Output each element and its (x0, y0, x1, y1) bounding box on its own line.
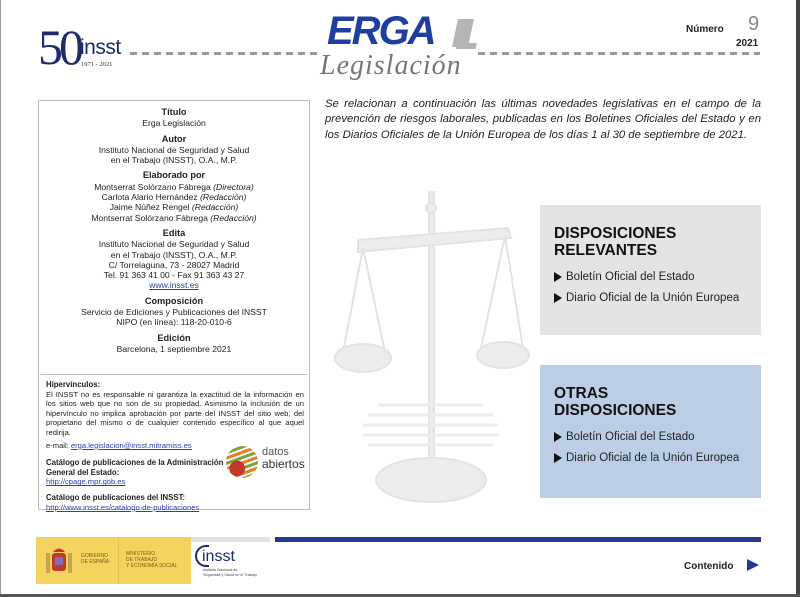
contributor (39, 182, 309, 192)
insst-sub-line: Instituto Nacional de (203, 568, 238, 572)
page-frame-left (0, 0, 1, 597)
header-dashed-rule-right (478, 52, 760, 55)
credits-section-composicion (39, 296, 309, 328)
insst-sub-line: Seguridad y Salud en el Trabajo (203, 572, 258, 577)
link-label: Diario Oficial de la Unión Europea (566, 292, 740, 304)
spain-coat-of-arms-icon (44, 545, 74, 577)
abiertos-text: abiertos (262, 457, 305, 471)
section-line: Instituto Nacional de Seguridad y Salud (98, 239, 250, 250)
contributor-role: (Redacción) (210, 212, 257, 223)
footer-gray-rule (190, 537, 270, 542)
section-heading: Título (161, 107, 187, 117)
credits-section-titulo (39, 107, 309, 129)
disposiciones-relevantes-panel (540, 205, 761, 335)
triangle-right-icon (554, 453, 562, 463)
catalog-insst-heading: Catálogo de publicaciones del INSST: (46, 492, 186, 502)
otras-boe-link[interactable] (554, 431, 747, 443)
contributor-name: Carlota Alario Hernández (101, 192, 198, 203)
contributor-name: Jaime Núñez Rengel (109, 202, 190, 213)
section-line: en el Trabajo (INSST), O.A., M.P. (110, 155, 238, 166)
ministerio-line: DE TRABAJO (126, 557, 158, 563)
credits-section-edicion (39, 333, 309, 355)
insst-50-anniversary-logo (38, 19, 128, 76)
section-line: Barcelona, 1 septiembre 2021 (116, 343, 232, 354)
logo-years: 1971 - 2021 (81, 61, 113, 68)
credits-section-autor (39, 134, 309, 166)
gobierno-line: DE ESPAÑA (81, 559, 110, 565)
section-line: Tel. 91 363 41 00 - Fax 91 363 43 27 (103, 270, 245, 281)
credits-box (38, 100, 310, 510)
erga-l-shape-icon (452, 19, 474, 47)
section-heading: Composición (144, 295, 204, 306)
otras-disposiciones-panel (540, 365, 761, 498)
gobierno-espana-logo (36, 537, 191, 584)
relevantes-title-line: DISPOSICIONES (554, 225, 677, 242)
issue-number-label: Número (686, 24, 724, 35)
contributor-role: (Directora) (213, 181, 254, 192)
open-data-globe-icon (226, 446, 258, 478)
insst-wordmark: insst (202, 548, 235, 565)
otras-title (554, 385, 747, 419)
erga-subtitle: Legislación (320, 50, 462, 81)
credits-section-edita (39, 228, 309, 291)
contributor (39, 192, 309, 202)
credits-section-elaborado (39, 170, 309, 222)
section-line: Instituto Nacional de Seguridad y Salud (98, 144, 250, 155)
catalog-age-heading: General del Estado: (46, 467, 120, 477)
insst-footer-logo (195, 545, 275, 580)
email-link[interactable]: erga.legislacion@insst.mitramiss.es (70, 440, 192, 450)
hyperlinks-heading: Hipervínculos: (46, 380, 101, 389)
catalog-insst-link[interactable]: http://www.insst.es/catalogo-de-publicaciones (46, 502, 200, 512)
otras-doue-link[interactable] (554, 452, 747, 464)
ministerio-line: MINISTERIO (126, 551, 156, 557)
section-heading: Autor (161, 133, 187, 144)
datos-text: datos (262, 446, 289, 458)
gob-divider (118, 537, 119, 584)
page-frame-right (796, 0, 800, 597)
section-line: NIPO (en línea): 118-20-010-6 (116, 317, 232, 328)
footer-blue-rule (275, 537, 761, 542)
ministerio-line: Y ECONOMÍA SOCIAL (126, 563, 178, 569)
credits-divider (41, 374, 307, 375)
section-line: Erga Legislación (142, 118, 206, 129)
relevantes-title-line: RELEVANTES (554, 242, 658, 259)
contributor (39, 202, 309, 212)
section-heading: Edita (162, 227, 186, 238)
disclaimer-text: El INSST no es responsable ni garantiza la exactitud de la información en los sitios web que no son de su propiedad. Asimismo la inclusión de un hipervínculo no implica aprobación por parte del INSST del sitio web, del propietario del mismo o de cualquier contenido específico al que aquel redirija. (46, 389, 304, 437)
next-arrow-icon[interactable] (747, 559, 759, 571)
relevantes-title (554, 225, 747, 259)
otras-title-line: DISPOSICIONES (554, 402, 677, 419)
contributor-role: (Redacción) (200, 192, 247, 203)
section-line: C/ Torrelaguna, 73 - 28027 Madrid (108, 259, 240, 270)
contributor (39, 213, 309, 223)
gobierno-text (81, 553, 109, 565)
insst-website-link[interactable]: www.insst.es (149, 280, 199, 291)
link-label: Boletín Oficial del Estado (566, 271, 695, 283)
logo-fifty: 50 (38, 19, 80, 75)
scales-of-justice-icon (333, 180, 533, 510)
email-label: e-mail: (46, 440, 69, 450)
datos-abiertos-logo[interactable] (226, 446, 306, 480)
logo-insst: insst (80, 36, 121, 59)
catalog-age-link[interactable]: http://cpage.mpr.gob.es (46, 477, 126, 487)
triangle-right-icon (554, 432, 562, 442)
link-label: Boletín Oficial del Estado (566, 431, 695, 443)
section-heading: Elaborado por (142, 170, 206, 181)
gobierno-line: GOBIERNO (81, 553, 108, 559)
contenido-link[interactable]: Contenido (684, 561, 734, 572)
triangle-right-icon (554, 272, 562, 282)
section-line: en el Trabajo (INSST), O.A., M.P. (110, 249, 238, 260)
contributor-name: Montserrat Solórzano Fábrega (94, 181, 211, 192)
contributor-name: Montserrat Solórzano Fábrega (91, 212, 208, 223)
intro-paragraph: Se relacionan a continuación las últimas novedades legislativas en el campo de la prevención de riesgos laborales, publicadas en los Boletines Oficiales del Estado y en los Diarios Oficiales de la Unión Europea de los días 1 al 30 de septiembre de 2021. (325, 98, 761, 141)
issue-number-value: 9 (748, 13, 760, 35)
section-heading: Edición (157, 332, 191, 343)
contributor-role: (Redacción) (191, 202, 239, 213)
erga-wordmark: ERGA (327, 9, 435, 53)
erga-logo (327, 9, 475, 53)
catalog-insst (46, 493, 304, 512)
catalog-age-heading: Catálogo de publicaciones de la Administración (46, 458, 224, 468)
issue-year: 2021 (736, 38, 759, 49)
relevantes-doue-link[interactable] (554, 292, 747, 304)
ministerio-text (126, 551, 177, 569)
credits-legal (46, 380, 304, 518)
triangle-right-icon (554, 293, 562, 303)
otras-title-line: OTRAS (554, 385, 609, 402)
link-label: Diario Oficial de la Unión Europea (566, 452, 740, 464)
credits-colophon (39, 101, 309, 354)
insst-subtitle (203, 568, 283, 577)
section-line: Servicio de Ediciones y Publicaciones del INSST (81, 307, 267, 318)
header-dashed-rule-left (130, 52, 320, 55)
relevantes-boe-link[interactable] (554, 271, 747, 283)
